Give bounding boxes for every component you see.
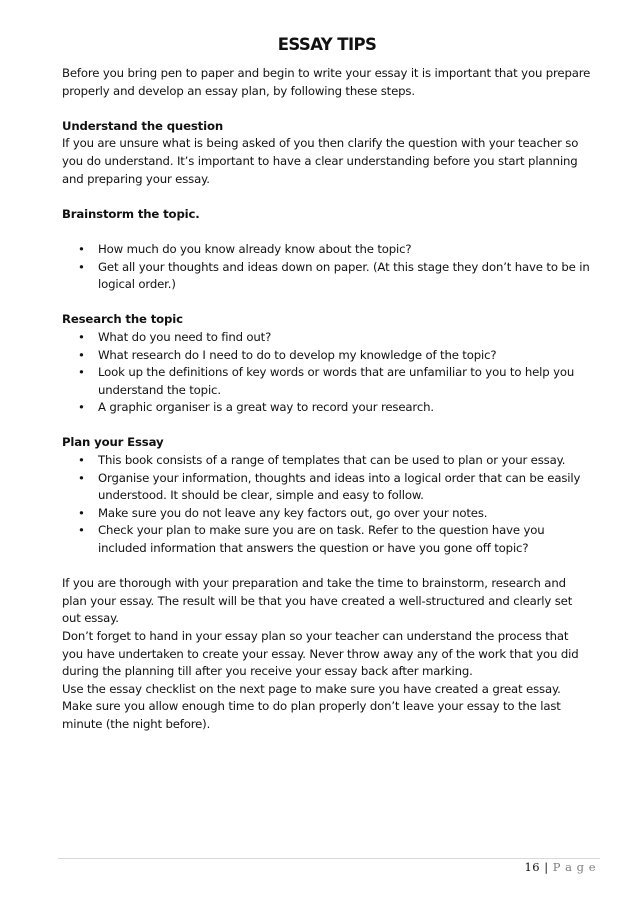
brainstorm-list (62, 241, 592, 294)
section-heading-understand: Understand the question (62, 118, 224, 133)
plan-list (62, 452, 592, 558)
list-item: • What do you need to find out? (98, 329, 592, 347)
closing-paragraph: Make sure you allow enough time to do plan properly don’t leave your essay to the last minute (the night before). (62, 699, 561, 731)
list-item: • Get all your thoughts and ideas down on paper. (At this stage they don’t have to be in logical order.) (98, 259, 592, 294)
research-list (62, 329, 592, 417)
closing-paragraph: If you are thorough with your preparation and take the time to brainstorm, research and plan your essay. The result will be that you have created a well-structured and clearly set out essay. (62, 576, 573, 626)
section-heading-brainstorm: Brainstorm the topic. (62, 206, 200, 221)
list-item: • Make sure you do not leave any key factors out, go over your notes. (98, 505, 592, 523)
list-item: • Organise your information, thoughts and ideas into a logical order that can be easily understood. It should be clear, simple and easy to follow. (98, 470, 592, 505)
closing-paragraph: Use the essay checklist on the next page to make sure you have created a great essay. (62, 681, 561, 696)
document-page (62, 34, 592, 734)
list-item: • Look up the definitions of key words or words that are unfamiliar to you to help you understand the topic. (98, 364, 592, 399)
page-title: ESSAY TIPS (277, 35, 377, 54)
list-item: • What research do I need to do to develop my knowledge of the topic? (98, 347, 592, 365)
page-footer (524, 860, 596, 874)
list-item: • This book consists of a range of templates that can be used to plan or your essay. (98, 452, 592, 470)
closing-paragraph: Don’t forget to hand in your essay plan so your teacher can understand the process that you have undertaken to create your essay. Never throw away any of the work that you did during the planning till after you receive your essay back after marking. (62, 629, 579, 679)
list-item: • A graphic organiser is a great way to record your research. (98, 399, 592, 417)
section-heading-research: Research the topic (62, 312, 183, 327)
page-label: P a g e (552, 860, 596, 874)
section-text-understand: If you are unsure what is being asked of you then clarify the question with your teacher so you do understand. It’s important to have a clear understanding before you start planning and preparing your essay. (62, 136, 579, 186)
section-heading-plan: Plan your Essay (62, 435, 164, 450)
list-item: • How much do you know already know about the topic? (98, 241, 592, 259)
footer-separator: | (540, 860, 553, 874)
page-number: 16 (524, 860, 541, 874)
footer-divider (58, 858, 600, 859)
list-item: • Check your plan to make sure you are on task. Refer to the question have you included information that answers the question or have you gone off topic? (98, 522, 592, 557)
intro-paragraph: Before you bring pen to paper and begin to write your essay it is important that you prepare properly and develop an essay plan, by following these steps. (62, 66, 591, 98)
